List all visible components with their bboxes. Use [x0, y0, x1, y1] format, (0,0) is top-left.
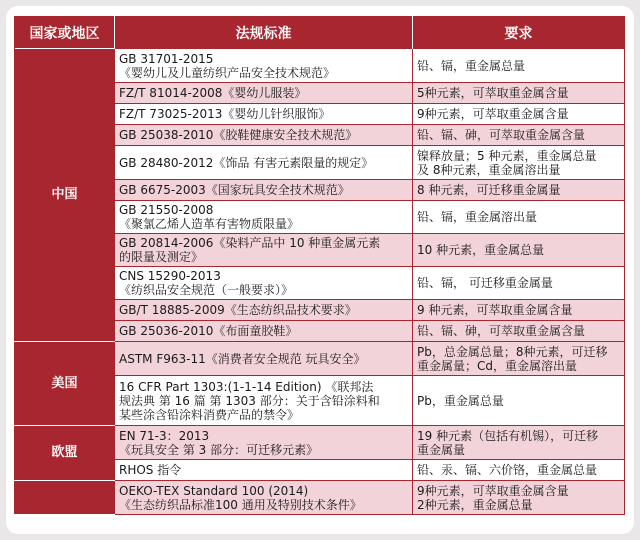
requirement-cell — [413, 460, 625, 481]
standard-cell — [115, 180, 413, 201]
standard-text: EN 71-3：2013 — [119, 428, 210, 443]
standard-text: GB 25038-2010《胶鞋健康安全技术规范》 — [119, 128, 358, 142]
standard-text: CNS 15290-2013 — [119, 269, 221, 283]
region-cell-other — [15, 481, 115, 515]
standard-text: GB 28480-2012《饰品 有害元素限量的规定》 — [119, 155, 374, 170]
requirement-text: 铅、镉，重金属溶出量 — [417, 210, 538, 224]
standard-text: 《玩具安全 第 3 部分：可迁移元素》 — [119, 442, 319, 457]
requirement-text: 9种元素，可萃取重金属含量 — [417, 483, 569, 498]
requirement-cell — [413, 49, 625, 83]
standard-text: FZ/T 73025-2013《婴幼儿针织服饰》 — [119, 107, 331, 121]
standard-cell — [115, 267, 413, 300]
requirement-text: 重金属量 — [417, 442, 466, 457]
standard-text: GB 31701-2015 — [119, 51, 214, 66]
requirement-text: 铅、镉、砷，可萃取重金属含量 — [417, 324, 586, 338]
standard-text: OEKO-TEX Standard 100 (2014) — [119, 483, 309, 498]
requirement-cell — [413, 180, 625, 201]
standard-cell — [115, 49, 413, 83]
table-row — [15, 49, 625, 83]
requirement-cell — [413, 83, 625, 104]
requirement-cell — [413, 426, 625, 460]
requirement-text: 及 8种元素，重金属溶出量 — [417, 162, 561, 177]
standard-cell — [115, 342, 413, 376]
requirement-text: 9 种元素，可萃取重金属含量 — [417, 303, 573, 317]
table-row — [15, 426, 625, 460]
requirement-text: 铅、汞、镉、六价铬，重金属总量 — [417, 463, 598, 477]
requirement-cell — [413, 104, 625, 125]
requirement-text: 铅、镉， 可迁移重金属量 — [417, 276, 553, 290]
regulation-table — [14, 16, 625, 515]
standard-cell — [115, 376, 413, 426]
standard-text: 16 CFR Part 1303:(1-1-14 Edition) 《联邦法 — [119, 379, 374, 394]
requirement-cell — [413, 342, 625, 376]
standard-cell — [115, 104, 413, 125]
requirement-text: 铅、镉，重金属总量 — [417, 58, 526, 73]
standard-cell — [115, 201, 413, 234]
requirement-cell — [413, 300, 625, 321]
standard-text: 的限量及测定》 — [119, 250, 204, 264]
table-header-row — [15, 17, 625, 49]
header-region: 国家或地区 — [15, 17, 115, 49]
standard-text: 《纺织品安全规范（一般要求）》 — [119, 283, 294, 297]
requirement-cell — [413, 321, 625, 342]
requirement-text: Pb，重金属总量 — [417, 393, 504, 408]
requirement-text: 9种元素，可萃取重金属含量 — [417, 107, 569, 121]
requirement-text: 8 种元素，可迁移重金属量 — [417, 183, 561, 197]
content-frame — [6, 6, 634, 534]
standard-cell — [115, 300, 413, 321]
standard-text: GB 21550-2008 — [119, 203, 214, 217]
standard-text: 某些涂含铅涂料消费产品的禁令》 — [119, 407, 300, 422]
standard-text: RHOS 指令 — [119, 463, 182, 477]
standard-cell — [115, 83, 413, 104]
standard-cell — [115, 460, 413, 481]
standard-cell — [115, 321, 413, 342]
standard-cell — [115, 125, 413, 146]
standard-cell — [115, 234, 413, 267]
requirement-cell — [413, 125, 625, 146]
standard-text: ASTM F963-11《消费者安全规范 玩具安全》 — [119, 351, 366, 366]
standard-text: 《聚氯乙烯人造革有害物质限量》 — [119, 217, 300, 231]
requirement-cell — [413, 376, 625, 426]
requirement-text: 镍释放量；5 种元素，重金属总量 — [417, 148, 597, 163]
requirement-cell — [413, 267, 625, 300]
region-cell-eu: 欧盟 — [15, 426, 115, 481]
standard-text: GB 20814-2006《染料产品中 10 种重金属元素 — [119, 236, 381, 250]
table-row — [15, 342, 625, 376]
requirement-text: 铅、镉、砷，可萃取重金属含量 — [417, 128, 586, 142]
standard-text: GB/T 18885-2009《生态纺织品技术要求》 — [119, 303, 357, 317]
table-row — [15, 481, 625, 515]
standard-cell — [115, 481, 413, 515]
standard-text: 《生态纺织品标准100 通用及特别技术条件》 — [119, 497, 362, 512]
region-cell-usa: 美国 — [15, 342, 115, 426]
standard-text: 规法典 第 16 篇 第 1303 部分：关于含铅涂料和 — [119, 393, 380, 408]
standard-text: 《婴幼儿及儿童纺织产品安全技术规范》 — [119, 65, 336, 80]
standard-cell — [115, 146, 413, 180]
requirement-text: 重金属量；Cd，重金属溶出量 — [417, 358, 577, 373]
requirement-text: 19 种元素（包括有机锡），可迁移 — [417, 428, 599, 443]
requirement-cell — [413, 146, 625, 180]
requirement-text: 5种元素，可萃取重金属含量 — [417, 86, 569, 100]
requirement-cell — [413, 201, 625, 234]
requirement-text: 10 种元素，重金属总量 — [417, 243, 545, 257]
header-standard: 法规标准 — [115, 17, 413, 49]
requirement-cell — [413, 481, 625, 515]
standard-cell — [115, 426, 413, 460]
requirement-cell — [413, 234, 625, 267]
header-requirement: 要求 — [413, 17, 625, 49]
requirement-text: 2种元素，重金属总量 — [417, 497, 533, 512]
standard-text: FZ/T 81014-2008《婴幼儿服装》 — [119, 86, 307, 100]
requirement-text: Pb，总金属总量；8种元素，可迁移 — [417, 344, 608, 359]
standard-text: GB 6675-2003《国家玩具安全技术规范》 — [119, 183, 350, 197]
region-cell-china: 中国 — [15, 49, 115, 342]
standard-text: GB 25036-2010《布面童胶鞋》 — [119, 324, 298, 338]
